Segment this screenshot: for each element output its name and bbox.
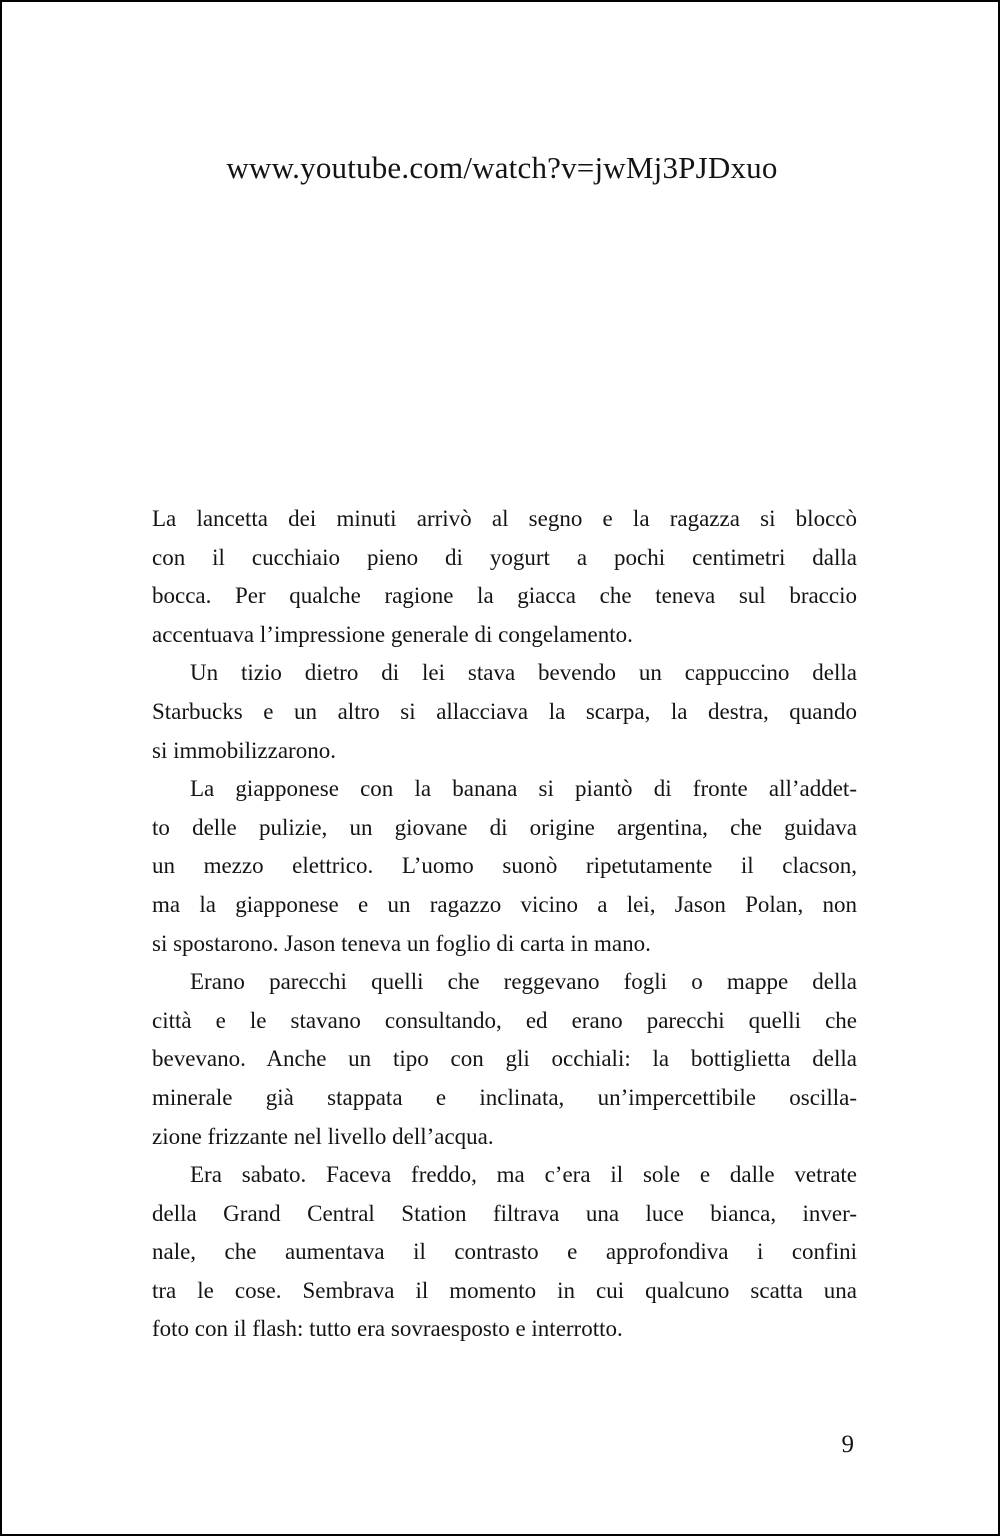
text-line: foto con il flash: tutto era sovraesposto e interrotto. (152, 1316, 623, 1342)
text-line: La lancetta dei minuti arrivò al segno e la ragazza si bloccò (152, 506, 857, 531)
text-line: to delle pulizie, un giovane di origine argentina, che guidava (152, 814, 857, 840)
paragraph (152, 963, 857, 1156)
text-line: accentuava l’impressione generale di congelamento. (152, 621, 633, 647)
text-line: un mezzo elettrico. L’uomo suonò ripetutamente il clacson, (152, 853, 857, 879)
text-line: città e le stavano consultando, ed erano parecchi quelli che (152, 1007, 857, 1033)
url-text: www.youtube.com/watch?v=jwMj3PJDxuo (226, 150, 778, 185)
text-line: Un tizio dietro di lei stava bevendo un cappuccino della (190, 660, 857, 686)
paragraph (152, 654, 857, 770)
text-line: tra le cose. Sembrava il momento in cui qualcuno scatta una (152, 1277, 857, 1303)
text-line: si immobilizzarono. (152, 737, 336, 763)
text-line: ma la giapponese e un ragazzo vicino a lei, Jason Polan, non (152, 891, 857, 917)
text-line: della Grand Central Station filtrava una luce bianca, inver- (152, 1200, 857, 1226)
paragraph (152, 770, 857, 963)
text-line: con il cucchiaio pieno di yogurt a pochi centimetri dalla (152, 544, 857, 570)
text-line: Era sabato. Faceva freddo, ma c’era il sole e dalle vetrate (190, 1162, 857, 1188)
body-text (152, 500, 857, 1349)
text-line: La giapponese con la banana si piantò di fronte all’addet- (190, 776, 857, 802)
text-line: bevevano. Anche un tipo con gli occhiali: la bottiglietta della (152, 1046, 857, 1072)
text-line: si spostarono. Jason teneva un foglio di carta in mano. (152, 930, 651, 956)
text-line: Erano parecchi quelli che reggevano fogli o mappe della (190, 969, 857, 995)
text-line: nale, che aumentava il contrasto e approfondiva i confini (152, 1239, 857, 1265)
page-number: 9 (841, 1431, 854, 1458)
text-line: Starbucks e un altro si allacciava la scarpa, la destra, quando (152, 698, 857, 724)
text-line: minerale già stappata e inclinata, un’impercettibile oscilla- (152, 1084, 857, 1110)
paragraph (152, 1156, 857, 1349)
paragraph (152, 500, 857, 654)
text-line: zione frizzante nel livello dell’acqua. (152, 1123, 494, 1149)
text-line: bocca. Per qualche ragione la giacca che teneva sul braccio (152, 583, 857, 609)
